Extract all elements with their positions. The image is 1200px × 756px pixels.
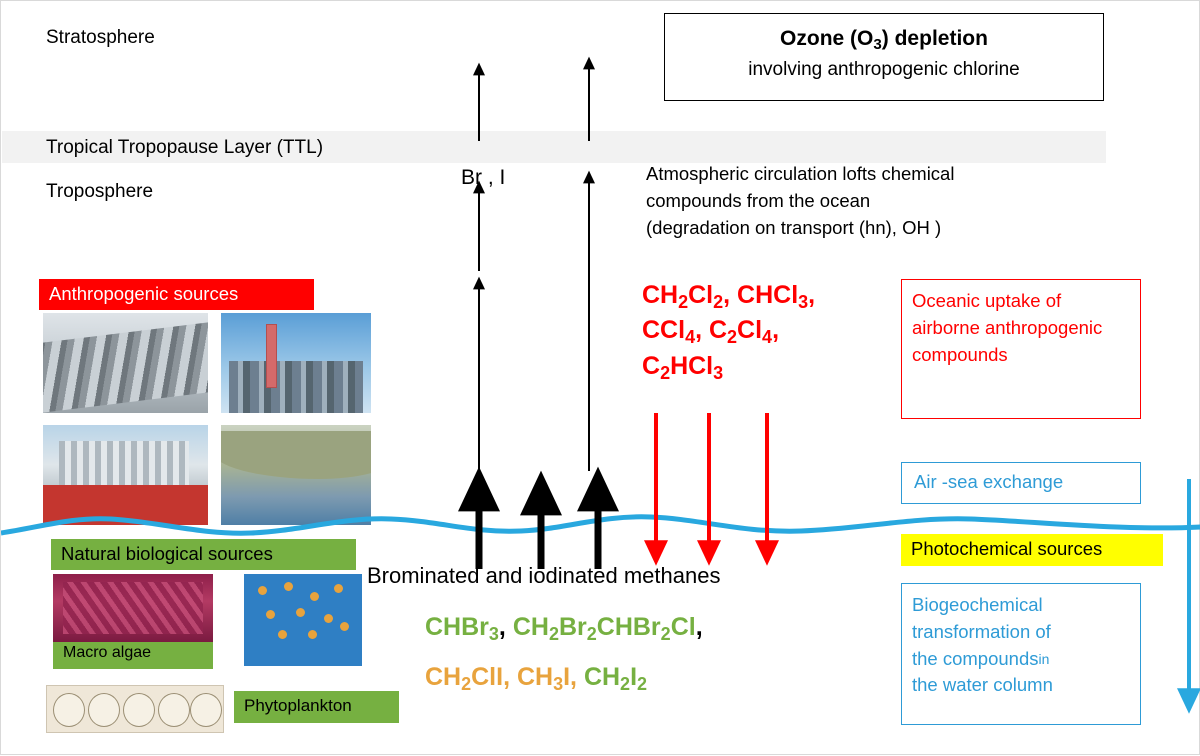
biogeochemical-box: [901, 583, 1141, 725]
biogeochemical-line3-sup: in: [1038, 650, 1050, 667]
label-stratosphere: Stratosphere: [46, 27, 155, 48]
formula-token: CHBr: [596, 613, 661, 641]
red-compounds-line2: CCl$_4$, $C_2Cl_4$,: [642, 316, 780, 348]
formula-token: 2: [620, 674, 631, 695]
photo-city-skyline: [221, 313, 371, 413]
circulation-line1: Atmospheric circulation lofts chemical: [646, 163, 955, 184]
formula-token: I: [630, 663, 638, 691]
red-compounds-line1: $CH_2Cl_2$, CHCl$_3$,: [642, 281, 816, 313]
formula-token: CH: [516, 663, 554, 691]
formula-token: Br: [558, 613, 587, 641]
formula-token: ,: [695, 613, 703, 641]
photo-dom-pom: [244, 574, 362, 666]
formula-token: CH: [512, 613, 549, 641]
formula-token: 2: [637, 674, 648, 695]
photo-pipelines: [43, 313, 208, 413]
ozone-title-sub: 3: [873, 36, 882, 54]
biogeochemical-line3-text: the compounds: [912, 647, 1039, 669]
biogeochemical-line4: the water column: [912, 674, 1053, 696]
red-compounds-list: [642, 279, 872, 385]
banner-phytoplankton: Phytoplankton: [234, 691, 399, 723]
banner-natural-biological-sources: Natural biological sources: [51, 539, 356, 570]
oceanic-uptake-box: Oceanic uptake of airborne anthropogenic compounds: [901, 279, 1141, 419]
label-ttl: Tropical Tropopause Layer (TTL): [46, 137, 324, 158]
banner-macro-algae: Macro algae: [53, 641, 213, 669]
ozone-depletion-box: [664, 13, 1104, 101]
label-br-i: Br , I: [461, 166, 506, 189]
formula-token: 2: [660, 624, 671, 645]
ozone-title-post: ) depletion: [881, 27, 988, 50]
formula-token: CH: [583, 663, 621, 691]
biogeochemical-line1: Biogeochemical: [912, 594, 1043, 615]
photo-macro-algae: [53, 574, 213, 642]
circulation-text: [646, 161, 1116, 241]
photo-phytoplankton: [46, 685, 224, 733]
formula-token: CHBr: [425, 613, 489, 641]
formula-token: 3: [553, 674, 564, 695]
formula-token: ,: [498, 613, 513, 641]
banner-anthropogenic-sources: Anthropogenic sources: [39, 279, 314, 310]
formula-token: 2: [586, 624, 597, 645]
air-sea-exchange-box: Air -sea exchange: [901, 462, 1141, 504]
formula-row-brominated: [425, 613, 703, 645]
formula-token: I,: [563, 663, 584, 691]
methanes-caption: Brominated and iodinated methanes: [367, 563, 721, 588]
formula-token: 2: [548, 624, 559, 645]
circulation-line3: (degradation on transport (hn), OH ): [646, 216, 942, 238]
ocean-surface-wave: [1, 481, 1200, 551]
biogeochemical-line2: transformation of: [912, 620, 1051, 642]
formula-token: 3: [488, 624, 499, 645]
formula-token: 2: [461, 674, 472, 695]
ozone-title-pre: Ozone (O: [780, 27, 874, 50]
formula-token: CH: [425, 663, 462, 691]
label-troposphere: Troposphere: [46, 181, 154, 202]
red-compounds-line3: $C_2HCl_3$: [642, 351, 724, 383]
ozone-title: [665, 26, 1103, 55]
circulation-line2: compounds from the ocean: [646, 189, 871, 211]
formula-token: ClI,: [471, 663, 517, 691]
formula-row-iodinated: [425, 663, 647, 695]
biogeochemical-line3: [912, 646, 1130, 673]
photochemical-sources-banner: Photochemical sources: [901, 534, 1163, 566]
ozone-subtitle: involving anthropogenic chlorine: [748, 59, 1020, 81]
formula-token: Cl: [670, 613, 696, 641]
